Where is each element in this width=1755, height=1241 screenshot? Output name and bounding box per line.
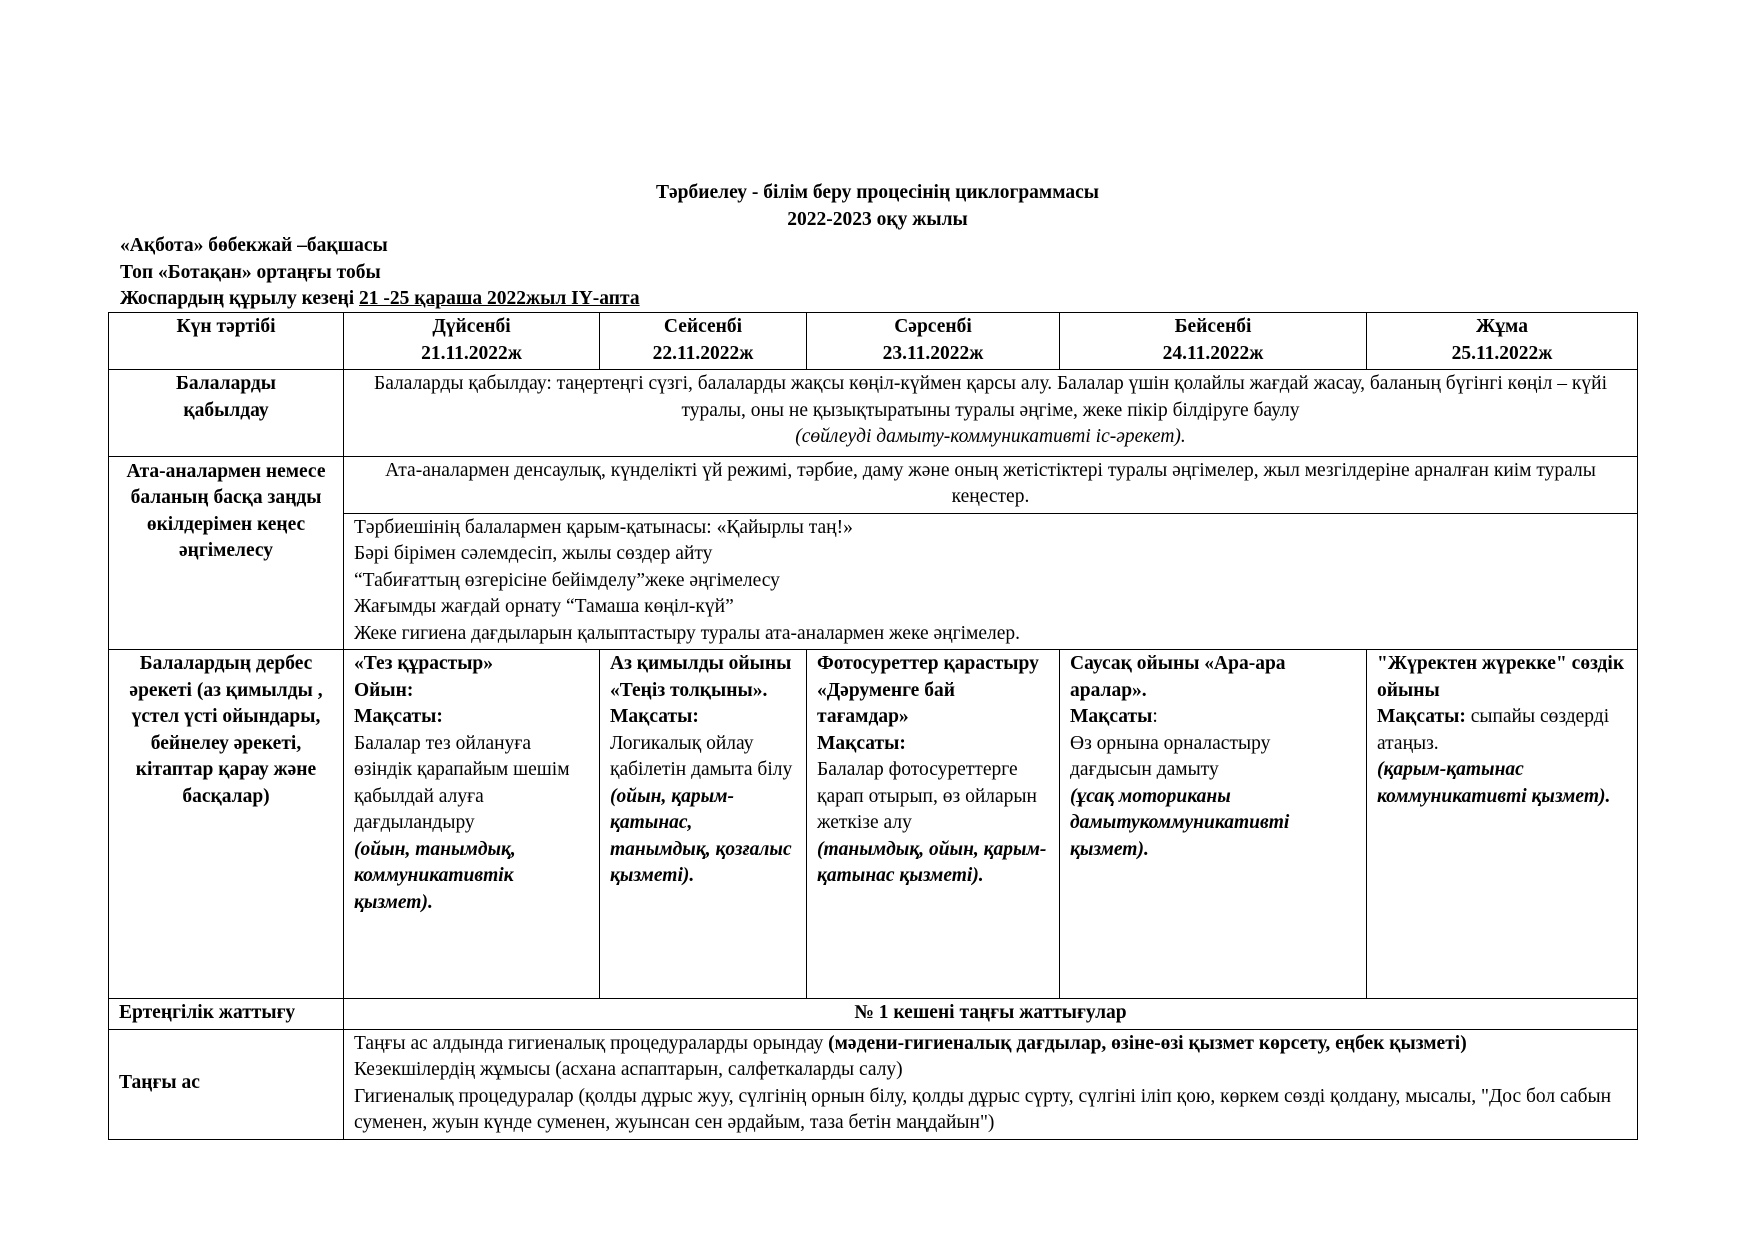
parents-lines	[344, 513, 1638, 650]
reception-row	[109, 370, 1638, 457]
activity-tuesday: Аз қимылды ойыны «Теңіз толқыны». Мақсаты: Логикалық ойлау қабілетін дамыта білу (ойын, қарым-қатынас, танымдық, қозғалыс қызметі).	[600, 650, 807, 999]
parents-line: Жағымды жағдай орнату “Тамаша көңіл-күй”	[354, 596, 734, 617]
academic-year: 2022-2023 оқу жылы	[787, 209, 968, 230]
parents-line: Жеке гигиена дағдыларын қалыптастыру туралы ата-аналармен жеке әңгімелер.	[354, 622, 1020, 644]
schedule-header: Күн тәртібі	[109, 313, 344, 370]
day-header-friday: Жұма 25.11.2022ж	[1367, 313, 1638, 370]
breakfast-label: Таңғы ас	[109, 1029, 344, 1139]
plan-period-value: 21 -25 қараша 2022жыл ІҮ-апта	[359, 288, 640, 309]
reception-text: Балаларды қабылдау: таңертеңгі сүзгі, балаларды жақсы көңіл-күймен қарсы алу. Балалар үшін қолайлы жағдай жасау, баланың бүгінгі көңіл – күйі туралы, оны не қызықтыратыны туралы әңгіме, жеке пікір білдіруге баулу	[374, 373, 1607, 421]
day-header-wednesday: Сәрсенбі 23.11.2022ж	[807, 313, 1060, 370]
reception-content	[344, 370, 1638, 457]
plan-period-label: Жоспардың құрылу кезеңі	[120, 288, 360, 309]
day-header-monday: Дүйсенбі 21.11.2022ж	[344, 313, 600, 370]
exercise-text: № 1 кешені таңғы жаттығулар	[344, 999, 1638, 1030]
activity-friday: "Жүректен жүрекке" сөздік ойыны Мақсаты: сыпайы сөздерді атаңыз. (қарым-қатынас коммуникативті қызмет).	[1367, 650, 1638, 999]
day-header-thursday: Бейсенбі 24.11.2022ж	[1060, 313, 1367, 370]
reception-note: (сөйлеуді дамыту-коммуникативті іс-әрекет).	[795, 426, 1186, 447]
parents-text: Ата-аналармен денсаулық, күнделікті үй режимі, тәрбие, даму және оның жетістіктері туралы әңгімелер, жыл мезгілдеріне арналған киім туралы кеңестер.	[344, 456, 1638, 513]
reception-label: Балаларды қабылдау	[109, 370, 344, 457]
parents-line: Бәрі бірімен сәлемдесіп, жылы сөздер айту	[354, 543, 713, 564]
parents-label: Ата-аналармен немесе баланың басқа заңды өкілдерімен кеңес әңгімелесу	[109, 456, 344, 650]
group-name: Топ «Ботақан» ортаңғы тобы	[120, 262, 381, 283]
plan-period	[120, 286, 640, 312]
table-header-row	[109, 313, 1638, 370]
day-header-tuesday: Сейсенбі 22.11.2022ж	[600, 313, 807, 370]
parents-line: Тәрбиешінің балалармен қарым-қатынасы: «Қайырлы таң!»	[354, 516, 853, 538]
activity-thursday: Саусақ ойыны «Ара-ара аралар». Мақсаты: Өз орнына орналастыру дағдысын дамыту (ұсақ моториканы дамытукоммуникативті қызмет).	[1060, 650, 1367, 999]
parents-row-a	[109, 456, 1638, 513]
independent-label: Балалардың дербес әрекеті (аз қимылды , үстел үсті ойындары, бейнелеу әрекеті, кітаптар қарау және басқалар)	[109, 650, 344, 999]
cyclogram-table	[108, 312, 1638, 1140]
activity-wednesday: Фотосуреттер қарастыру «Дәруменге бай тағамдар» Мақсаты: Балалар фотосуреттерге қарап отырып, өз ойларын жеткізе алу (танымдық, ойын, қарым-қатынас қызметі).	[807, 650, 1060, 999]
exercise-row	[109, 999, 1638, 1030]
parents-line: “Табиғаттың өзгерісіне бейімделу”жеке әңгімелесу	[354, 569, 780, 591]
breakfast-content: Таңғы ас алдында гигиеналық процедураларды орындау (мәдени-гигиеналық дағдылар, өзіне-өзі қызмет көрсету, еңбек қызметі) Кезекшілердің жұмысы (асхана аспаптарын, салфеткаларды салу) Гигиеналық процедуралар (қолды дұрыс жуу, сүлгінің орнын білу, қолды дұрыс сүрту, сүлгіні іліп қою, көркем сөзді қолдану, мысалы, "Дос бол сабын суменен, жуын күнде суменен, жуынсан сен әрдайым, таза бетін маңдайын")	[344, 1029, 1638, 1139]
independent-activity-row	[109, 650, 1638, 999]
document-title: Тәрбиелеу - білім беру процесінің циклограммасы	[656, 182, 1099, 203]
activity-monday: «Тез құрастыр» Ойын: Мақсаты: Балалар тез ойлануға өзіндік қарапайым шешім қабылдай алуға дағдыландыру (ойын, танымдық, коммуникативтік қызмет).	[344, 650, 600, 999]
kindergarten-name: «Ақбота» бөбекжай –бақшасы	[120, 235, 388, 256]
breakfast-row	[109, 1029, 1638, 1139]
exercise-label: Ертеңгілік жаттығу	[109, 999, 344, 1030]
